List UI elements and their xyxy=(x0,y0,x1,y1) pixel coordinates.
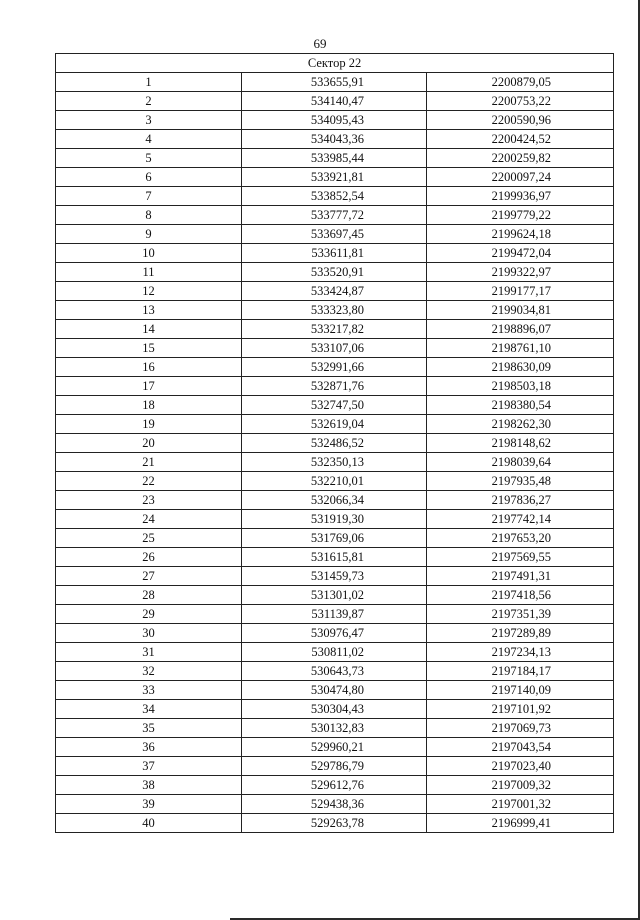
table-row xyxy=(56,168,614,187)
x-coordinate-cell: 532991,66 xyxy=(242,358,427,377)
x-coordinate-cell: 532350,13 xyxy=(242,453,427,472)
table-row xyxy=(56,605,614,624)
y-coordinate-cell: 2197043,54 xyxy=(427,738,614,757)
x-coordinate-cell: 531459,73 xyxy=(242,567,427,586)
y-coordinate-cell: 2199936,97 xyxy=(427,187,614,206)
x-coordinate-cell: 534043,36 xyxy=(242,130,427,149)
x-coordinate-cell: 533921,81 xyxy=(242,168,427,187)
point-number-cell: 39 xyxy=(56,795,242,814)
table-row xyxy=(56,814,614,833)
y-coordinate-cell: 2200753,22 xyxy=(427,92,614,111)
table-row xyxy=(56,358,614,377)
table-title-row xyxy=(56,54,614,73)
table-row xyxy=(56,472,614,491)
x-coordinate-cell: 531615,81 xyxy=(242,548,427,567)
sector-title: Сектор 22 xyxy=(56,54,614,73)
x-coordinate-cell: 530976,47 xyxy=(242,624,427,643)
x-coordinate-cell: 531769,06 xyxy=(242,529,427,548)
y-coordinate-cell: 2197491,31 xyxy=(427,567,614,586)
x-coordinate-cell: 533655,91 xyxy=(242,73,427,92)
table-row xyxy=(56,187,614,206)
x-coordinate-cell: 533852,54 xyxy=(242,187,427,206)
x-coordinate-cell: 530304,43 xyxy=(242,700,427,719)
point-number-cell: 1 xyxy=(56,73,242,92)
table-row xyxy=(56,92,614,111)
point-number-cell: 5 xyxy=(56,149,242,168)
y-coordinate-cell: 2198148,62 xyxy=(427,434,614,453)
point-number-cell: 38 xyxy=(56,776,242,795)
table-row xyxy=(56,567,614,586)
y-coordinate-cell: 2197023,40 xyxy=(427,757,614,776)
x-coordinate-cell: 532210,01 xyxy=(242,472,427,491)
point-number-cell: 26 xyxy=(56,548,242,567)
point-number-cell: 22 xyxy=(56,472,242,491)
point-number-cell: 18 xyxy=(56,396,242,415)
point-number-cell: 25 xyxy=(56,529,242,548)
point-number-cell: 33 xyxy=(56,681,242,700)
table-row xyxy=(56,548,614,567)
point-number-cell: 36 xyxy=(56,738,242,757)
table-row xyxy=(56,491,614,510)
x-coordinate-cell: 533697,45 xyxy=(242,225,427,244)
y-coordinate-cell: 2197569,55 xyxy=(427,548,614,567)
x-coordinate-cell: 529263,78 xyxy=(242,814,427,833)
point-number-cell: 23 xyxy=(56,491,242,510)
point-number-cell: 13 xyxy=(56,301,242,320)
y-coordinate-cell: 2198630,09 xyxy=(427,358,614,377)
table-row xyxy=(56,662,614,681)
point-number-cell: 3 xyxy=(56,111,242,130)
point-number-cell: 27 xyxy=(56,567,242,586)
table-row xyxy=(56,681,614,700)
y-coordinate-cell: 2197140,09 xyxy=(427,681,614,700)
x-coordinate-cell: 532486,52 xyxy=(242,434,427,453)
table-row xyxy=(56,149,614,168)
y-coordinate-cell: 2200424,52 xyxy=(427,130,614,149)
x-coordinate-cell: 530643,73 xyxy=(242,662,427,681)
y-coordinate-cell: 2199322,97 xyxy=(427,263,614,282)
table-row xyxy=(56,339,614,358)
y-coordinate-cell: 2197653,20 xyxy=(427,529,614,548)
y-coordinate-cell: 2198039,64 xyxy=(427,453,614,472)
table-row xyxy=(56,453,614,472)
y-coordinate-cell: 2198503,18 xyxy=(427,377,614,396)
table-row xyxy=(56,415,614,434)
y-coordinate-cell: 2200590,96 xyxy=(427,111,614,130)
x-coordinate-cell: 531919,30 xyxy=(242,510,427,529)
point-number-cell: 6 xyxy=(56,168,242,187)
x-coordinate-cell: 533520,91 xyxy=(242,263,427,282)
point-number-cell: 21 xyxy=(56,453,242,472)
y-coordinate-cell: 2197836,27 xyxy=(427,491,614,510)
point-number-cell: 34 xyxy=(56,700,242,719)
x-coordinate-cell: 529786,79 xyxy=(242,757,427,776)
y-coordinate-cell: 2197351,39 xyxy=(427,605,614,624)
x-coordinate-cell: 533611,81 xyxy=(242,244,427,263)
x-coordinate-cell: 529438,36 xyxy=(242,795,427,814)
y-coordinate-cell: 2198262,30 xyxy=(427,415,614,434)
point-number-cell: 17 xyxy=(56,377,242,396)
table-row xyxy=(56,510,614,529)
table-row xyxy=(56,130,614,149)
point-number-cell: 14 xyxy=(56,320,242,339)
y-coordinate-cell: 2198761,10 xyxy=(427,339,614,358)
table-row xyxy=(56,377,614,396)
y-coordinate-cell: 2197234,13 xyxy=(427,643,614,662)
x-coordinate-cell: 533985,44 xyxy=(242,149,427,168)
x-coordinate-cell: 533323,80 xyxy=(242,301,427,320)
coordinates-table xyxy=(55,53,614,833)
point-number-cell: 7 xyxy=(56,187,242,206)
point-number-cell: 20 xyxy=(56,434,242,453)
y-coordinate-cell: 2197069,73 xyxy=(427,719,614,738)
table-row xyxy=(56,111,614,130)
x-coordinate-cell: 530132,83 xyxy=(242,719,427,738)
point-number-cell: 40 xyxy=(56,814,242,833)
y-coordinate-cell: 2199472,04 xyxy=(427,244,614,263)
table-row xyxy=(56,434,614,453)
x-coordinate-cell: 532871,76 xyxy=(242,377,427,396)
table-row xyxy=(56,719,614,738)
point-number-cell: 35 xyxy=(56,719,242,738)
y-coordinate-cell: 2198896,07 xyxy=(427,320,614,339)
y-coordinate-cell: 2197289,89 xyxy=(427,624,614,643)
x-coordinate-cell: 529612,76 xyxy=(242,776,427,795)
point-number-cell: 29 xyxy=(56,605,242,624)
y-coordinate-cell: 2197009,32 xyxy=(427,776,614,795)
table-row xyxy=(56,738,614,757)
x-coordinate-cell: 533217,82 xyxy=(242,320,427,339)
point-number-cell: 15 xyxy=(56,339,242,358)
point-number-cell: 10 xyxy=(56,244,242,263)
y-coordinate-cell: 2197742,14 xyxy=(427,510,614,529)
point-number-cell: 32 xyxy=(56,662,242,681)
x-coordinate-cell: 532619,04 xyxy=(242,415,427,434)
x-coordinate-cell: 532066,34 xyxy=(242,491,427,510)
y-coordinate-cell: 2199177,17 xyxy=(427,282,614,301)
point-number-cell: 16 xyxy=(56,358,242,377)
y-coordinate-cell: 2197101,92 xyxy=(427,700,614,719)
point-number-cell: 12 xyxy=(56,282,242,301)
x-coordinate-cell: 533777,72 xyxy=(242,206,427,225)
y-coordinate-cell: 2197001,32 xyxy=(427,795,614,814)
x-coordinate-cell: 532747,50 xyxy=(242,396,427,415)
table-row xyxy=(56,700,614,719)
y-coordinate-cell: 2200097,24 xyxy=(427,168,614,187)
page-number: 69 xyxy=(313,36,327,51)
x-coordinate-cell: 533424,87 xyxy=(242,282,427,301)
table-row xyxy=(56,396,614,415)
x-coordinate-cell: 533107,06 xyxy=(242,339,427,358)
table-row xyxy=(56,320,614,339)
table-row xyxy=(56,795,614,814)
table-row xyxy=(56,757,614,776)
x-coordinate-cell: 531301,02 xyxy=(242,586,427,605)
y-coordinate-cell: 2200879,05 xyxy=(427,73,614,92)
x-coordinate-cell: 534140,47 xyxy=(242,92,427,111)
y-coordinate-cell: 2197935,48 xyxy=(427,472,614,491)
table-row xyxy=(56,225,614,244)
y-coordinate-cell: 2198380,54 xyxy=(427,396,614,415)
y-coordinate-cell: 2197184,17 xyxy=(427,662,614,681)
table-row xyxy=(56,263,614,282)
table-row xyxy=(56,776,614,795)
x-coordinate-cell: 530811,02 xyxy=(242,643,427,662)
x-coordinate-cell: 531139,87 xyxy=(242,605,427,624)
y-coordinate-cell: 2199779,22 xyxy=(427,206,614,225)
y-coordinate-cell: 2199624,18 xyxy=(427,225,614,244)
point-number-cell: 8 xyxy=(56,206,242,225)
y-coordinate-cell: 2200259,82 xyxy=(427,149,614,168)
table-row xyxy=(56,73,614,92)
point-number-cell: 30 xyxy=(56,624,242,643)
x-coordinate-cell: 529960,21 xyxy=(242,738,427,757)
point-number-cell: 19 xyxy=(56,415,242,434)
table-row xyxy=(56,244,614,263)
table-row xyxy=(56,529,614,548)
point-number-cell: 37 xyxy=(56,757,242,776)
table-row xyxy=(56,643,614,662)
table-row xyxy=(56,301,614,320)
point-number-cell: 11 xyxy=(56,263,242,282)
y-coordinate-cell: 2199034,81 xyxy=(427,301,614,320)
table-row xyxy=(56,282,614,301)
point-number-cell: 24 xyxy=(56,510,242,529)
y-coordinate-cell: 2196999,41 xyxy=(427,814,614,833)
table-row xyxy=(56,586,614,605)
y-coordinate-cell: 2197418,56 xyxy=(427,586,614,605)
point-number-cell: 4 xyxy=(56,130,242,149)
point-number-cell: 28 xyxy=(56,586,242,605)
x-coordinate-cell: 530474,80 xyxy=(242,681,427,700)
table-row xyxy=(56,624,614,643)
point-number-cell: 9 xyxy=(56,225,242,244)
point-number-cell: 31 xyxy=(56,643,242,662)
point-number-cell: 2 xyxy=(56,92,242,111)
x-coordinate-cell: 534095,43 xyxy=(242,111,427,130)
table-row xyxy=(56,206,614,225)
